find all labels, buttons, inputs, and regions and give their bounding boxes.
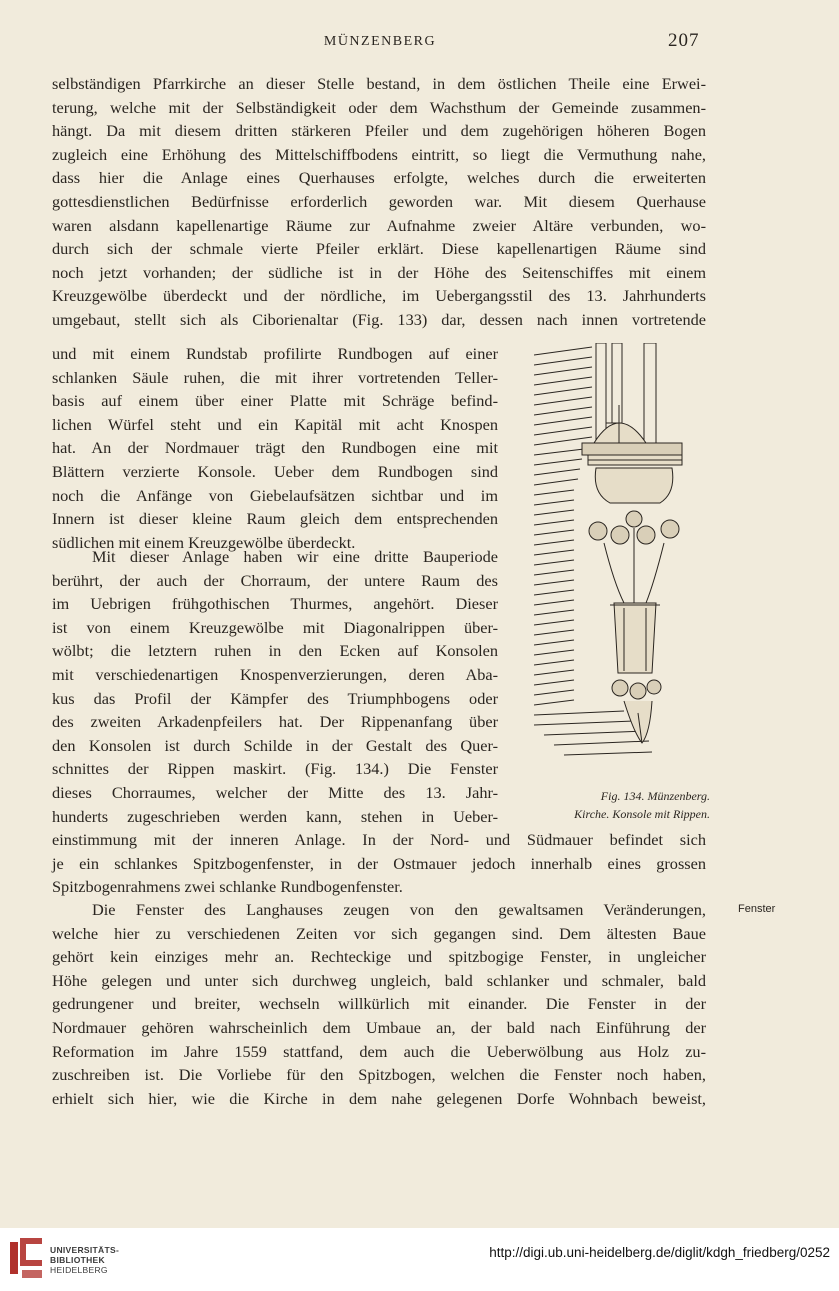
text-line: hat. An der Nordmauer trägt den Rundbogen eine mit [52, 438, 498, 458]
text-line: Nordmauer gehören wahrscheinlich dem Umbaue an, der bald nach Einführung der [52, 1017, 706, 1037]
text-line: Kreuzgewölbe überdeckt und der nördliche, im Uebergangsstil des 13. Jahrhunderts [52, 286, 706, 306]
text-line: Die Fenster des Langhauses zeugen von den gewaltsamen Veränderungen, [92, 900, 706, 919]
library-name [50, 1245, 119, 1275]
text-line: den Konsolen ist durch Schilde in der Gestalt des Quer- [52, 735, 498, 755]
library-line-1: UNIVERSITÄTS- [50, 1245, 120, 1255]
figure-caption [520, 787, 710, 823]
text-line: im Uebrigen frühgothischen Thurmes, angehört. Dieser [52, 594, 498, 614]
caption-line-1: Fig. 134. Münzenberg. [600, 789, 710, 803]
text-line: je ein schlankes Spitzbogenfenster, in der Ostmauer jedoch innerhalb eines grossen [52, 853, 706, 873]
text-line: welche hier zu verschiedenen Zeiten vor sich gegangen sind. Dem ältesten Baue [52, 923, 706, 943]
text-line: gehört kein einziges mehr an. Rechteckige und spitzbogige Fenster, in ungleicher [52, 947, 706, 967]
text-line: Blättern verzierte Konsole. Ueber dem Rundbogen sind [52, 461, 498, 481]
text-line: umgebaut, stellt sich als Ciborienaltar (Fig. 133) dar, dessen nach innen vortretende [52, 309, 706, 329]
text-line: kus das Profil der Kämpfer des Triumphbogens oder [52, 688, 498, 708]
library-logo-icon [8, 1236, 44, 1280]
text-line: zuschreiben ist. Die Vorliebe für den Spitzbogen, welchen die Fenster noch haben, [52, 1065, 706, 1085]
rib-shafts [594, 343, 656, 443]
paragraph-5 [52, 898, 706, 1110]
footer-url-link[interactable]: http://digi.ub.uni-heidelberg.de/diglit/kdgh_friedberg/0252 [489, 1245, 830, 1260]
text-line: mit verschiedenartigen Knospenverzierungen, deren Aba- [52, 664, 498, 684]
abacus-top [582, 443, 682, 455]
text-line: selbständigen Pfarrkirche an dieser Stelle bestand, in dem östlichen Theile eine Erwei- [52, 74, 706, 93]
text-line: und mit einem Rundstab profilirte Rundbogen auf einer [52, 344, 498, 363]
paragraph-1 [52, 72, 706, 332]
text-line: durch sich der schmale vierte Pfeiler erklärt. Diese kapellenartigen Räume sind [52, 239, 706, 259]
text-line: noch jetzt vorhanden; der südliche ist in der Höhe des Seitenschiffes mit einem [52, 262, 706, 282]
text-line: hängt. Da mit diesem dritten stärkeren Pfeiler und dem zugehörigen höheren Bogen [52, 121, 706, 141]
text-line: einstimmung mit der inneren Anlage. In der Nord- und Südmauer befindet sich [52, 830, 706, 849]
text-line: gedrungener und breiter, wechseln willkürlich mit einander. Die Fenster in der [52, 994, 706, 1014]
margin-note: Fenster [738, 903, 776, 915]
paragraph-3 [52, 545, 498, 828]
column-body [610, 603, 660, 673]
text-line: dieses Chorraumes, welcher der Mitte des 13. Jahr- [52, 782, 498, 802]
text-line: südlichen mit einem Kreuzgewölbe überdeckt. [52, 532, 356, 552]
text-line: Mit dieser Anlage haben wir eine dritte Bauperiode [92, 547, 498, 566]
text-line: wölbt; die letztern ruhen in den Ecken auf Konsolen [52, 641, 498, 661]
text-line: Höhe gelegen und unter sich durchweg ungleich, bald schlanker und schmaler, bald [52, 970, 706, 990]
figure-console-illustration [534, 343, 694, 773]
text-line: Innern ist dieser kleine Raum gleich dem entsprechenden [52, 509, 498, 529]
text-line: Spitzbogenrahmens zwei schlanke Rundbogenfenster. [52, 877, 403, 897]
library-line-2: BIBLIOTHEK [50, 1255, 105, 1265]
text-line: dass hier die Anlage eines Querhauses erfolgte, welches durch die erweiterten [52, 168, 706, 188]
text-line: basis auf einem über einer Platte mit Schräge befind- [52, 391, 498, 411]
text-line: terung, welche mit der Selbständigkeit oder dem Wachsthum der Gemeinde zusammen- [52, 97, 706, 117]
text-line: ist von einem Kreuzgewölbe mit Diagonalrippen über- [52, 617, 498, 637]
text-line: zugleich eine Erhöhung des Mittelschiffbodens eintritt, so liegt die Vermuthung nahe, [52, 144, 706, 164]
page-number: 207 [668, 30, 700, 51]
text-line: waren alsdann kapellenartige Räume zur Aufnahme zweier Altäre verbunden, wo- [52, 215, 706, 235]
text-line: schnittes der Rippen maskirt. (Fig. 134.) Die Fenster [52, 759, 498, 779]
library-line-3: HEIDELBERG [50, 1265, 108, 1275]
text-line: hunderts zugeschrieben werden kann, stehen in Ueber- [52, 806, 498, 826]
text-line: lichen Würfel steht und ein Kapitäl mit acht Knospen [52, 414, 498, 434]
text-line: des zweiten Arkadenpfeilers hat. Der Rippenanfang über [52, 712, 498, 732]
text-line: erhielt sich hier, wie die Kirche in dem nahe gelegenen Dorfe Wohnbach beweist, [52, 1088, 706, 1108]
text-line: Reformation im Jahre 1559 stattfand, dem auch die Ueberwölbung aus Holz zu- [52, 1041, 706, 1061]
running-title: MÜNZENBERG [323, 34, 437, 49]
text-line: noch die Anfänge von Giebelaufsätzen sichtbar und im [52, 485, 498, 505]
paragraph-4 [52, 828, 706, 899]
text-line: schlanken Säule ruhen, die mit ihrer vortretenden Teller- [52, 367, 498, 387]
text-line: gottesdienstlichen Bedürfnisse erforderlich geworden war. Mit diesem Querhause [52, 191, 706, 211]
text-line: berührt, der auch der Chorraum, der untere Raum des [52, 570, 498, 590]
capital-leaves [589, 468, 679, 603]
paragraph-2 [52, 342, 498, 554]
caption-line-2: Kirche. Konsole mit Rippen. [574, 807, 710, 821]
